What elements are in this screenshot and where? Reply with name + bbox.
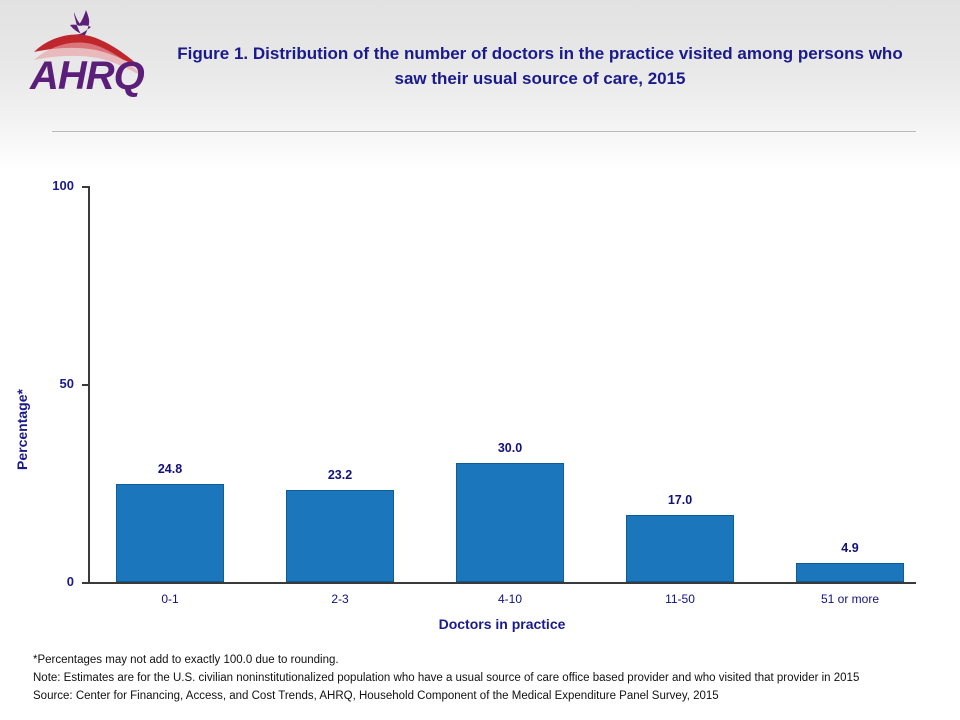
x-category-label-11-50: 11-50 xyxy=(665,592,695,606)
chart-area xyxy=(0,170,960,640)
bar-11-50 xyxy=(626,515,734,582)
bar-2-3 xyxy=(286,490,394,582)
y-axis-label: Percentage* xyxy=(14,389,30,470)
bar-value-4-10: 30.0 xyxy=(497,441,523,455)
bar-value-11-50: 17.0 xyxy=(667,493,693,507)
ahrq-logo-wordmark: AHRQ xyxy=(30,54,144,98)
page-title: Figure 1. Distribution of the number of doctors in the practice visited among persons who saw their usual source of care, 2015 xyxy=(177,44,903,88)
bar-4-10 xyxy=(456,463,564,582)
x-axis-line xyxy=(88,582,916,584)
y-tick-label-0: 0 xyxy=(66,574,74,589)
y-tick-labels xyxy=(0,170,88,600)
bar-value-2-3: 23.2 xyxy=(327,468,353,482)
x-category-label-51-or-more: 51 or more xyxy=(820,592,880,606)
footnotes xyxy=(33,652,933,705)
x-category-label-0-1: 0-1 xyxy=(161,592,179,606)
bar-value-0-1: 24.8 xyxy=(157,462,183,476)
ahrq-caduceus-logo-icon xyxy=(30,8,150,103)
x-category-label-2-3: 2-3 xyxy=(331,592,349,606)
x-category-label-4-10: 4-10 xyxy=(497,592,523,606)
header-divider xyxy=(52,131,916,132)
footnote-percentages: *Percentages may not add to exactly 100.0 due to rounding. xyxy=(33,654,339,666)
y-tick-label-50: 50 xyxy=(59,376,74,391)
bar-0-1 xyxy=(116,484,224,582)
figure-header xyxy=(0,0,960,170)
x-axis-label: Doctors in practice xyxy=(438,616,566,632)
bar-51-or-more xyxy=(796,563,904,582)
footnote-source: Source: Center for Financing, Access, and Cost Trends, AHRQ, Household Component of the Medical Expenditure Panel Survey, 2015 xyxy=(33,689,719,702)
bar-value-51-or-more: 4.9 xyxy=(841,541,859,555)
y-tick-label-100: 100 xyxy=(52,178,74,193)
footnote-note: Note: Estimates are for the U.S. civilian noninstitutionalized population who have a usual source of care office based provider and who visited that provider in 2015 xyxy=(33,671,860,684)
